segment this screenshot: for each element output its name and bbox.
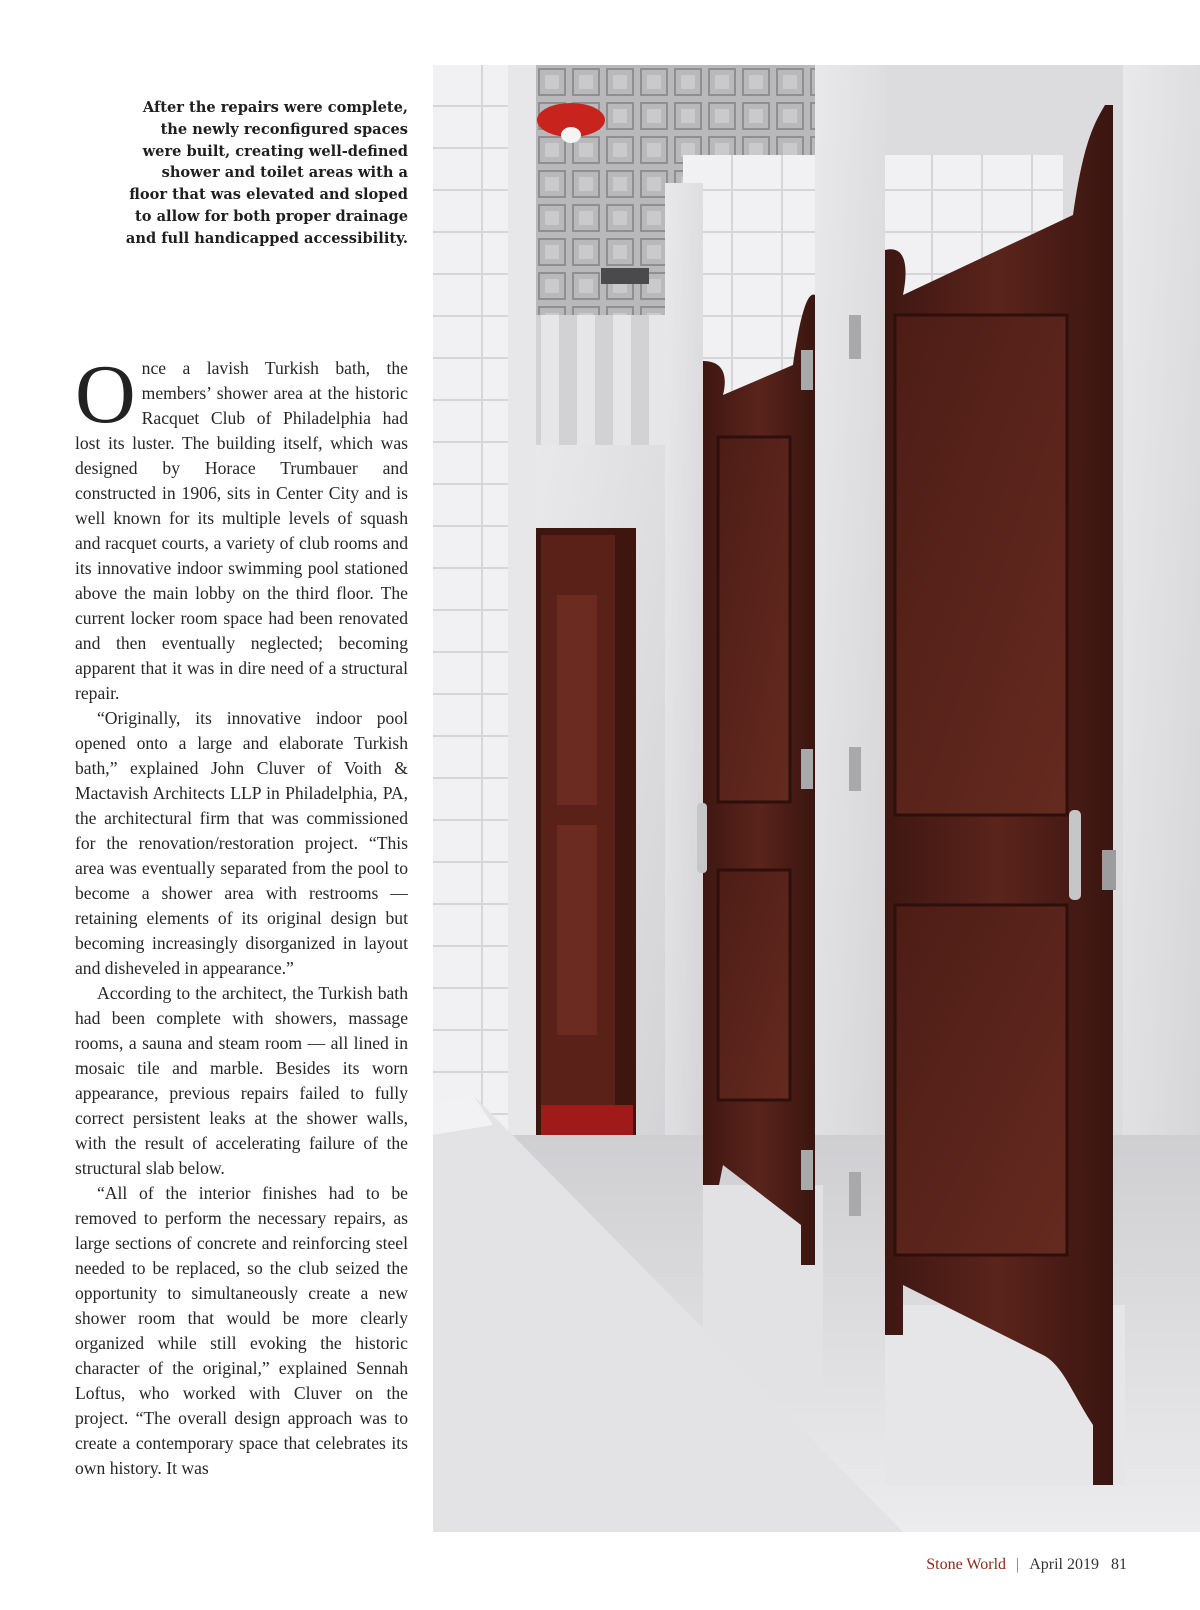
page-number: 81 xyxy=(1111,1556,1127,1573)
shower-room-photo xyxy=(433,65,1200,1532)
article-paragraph: “Originally, its innovative indoor pool opened onto a large and elaborate Turkish bath,” explained John Cluver of Voith & Mactavish Architects LLP in Philadelphia, PA, the architectural firm that was commissioned for the renovation/restoration project. “This area was eventually separated from the pool to become a shower area with restrooms — retaining elements of its original design but becoming increasingly disorganized in layout and disheveled in appearance.” xyxy=(75,708,408,978)
magazine-name: Stone World xyxy=(926,1556,1007,1573)
article-paragraph: According to the architect, the Turkish bath had been complete with showers, massage rooms, a sauna and steam room — all lined in mosaic tile and marble. Besides its worn appearance, previous repairs failed to fully correct persistent leaks at the shower walls, with the result of accelerating failure of the structural slab below. xyxy=(75,983,408,1178)
article-paragraph xyxy=(75,356,408,706)
drop-cap: O xyxy=(75,356,136,441)
page-footer xyxy=(926,1556,1127,1574)
article-paragraph: “All of the interior finishes had to be removed to perform the necessary repairs, as large sections of concrete and reinforcing steel needed to be replaced, so the club seized the opportunity to simultaneously create a new shower room that would be more clearly organized while still evoking the historic character of the original,” explained Sennah Loftus, who worked with Cluver on the project. “The overall design approach was to create a contemporary space that celebrates its own history. It was xyxy=(75,1183,408,1478)
paragraph-text: nce a lavish Turkish bath, the members’ shower area at the historic Racquet Club of Philadelphia had lost its luster. The building itself, which was designed by Horace Trumbauer and constructed in 1906, sits in Center City and is well known for its multiple levels of squash and racquet courts, a variety of club rooms and its innovative indoor swimming pool stationed above the main lobby on the third floor. The current locker room space had been renovated and then eventually neglected; becoming apparent that it was in dire need of a structural repair. xyxy=(75,358,408,703)
footer-separator: | xyxy=(1016,1556,1020,1573)
article-body xyxy=(75,356,408,1536)
photo-caption: After the repairs were complete, the newly reconfigured spaces were built, creating well-defined shower and toilet areas with a floor that was elevated and sloped to allow for both proper drainage and full handicapped accessibility. xyxy=(125,99,408,247)
issue-date: April 2019 xyxy=(1029,1556,1099,1573)
